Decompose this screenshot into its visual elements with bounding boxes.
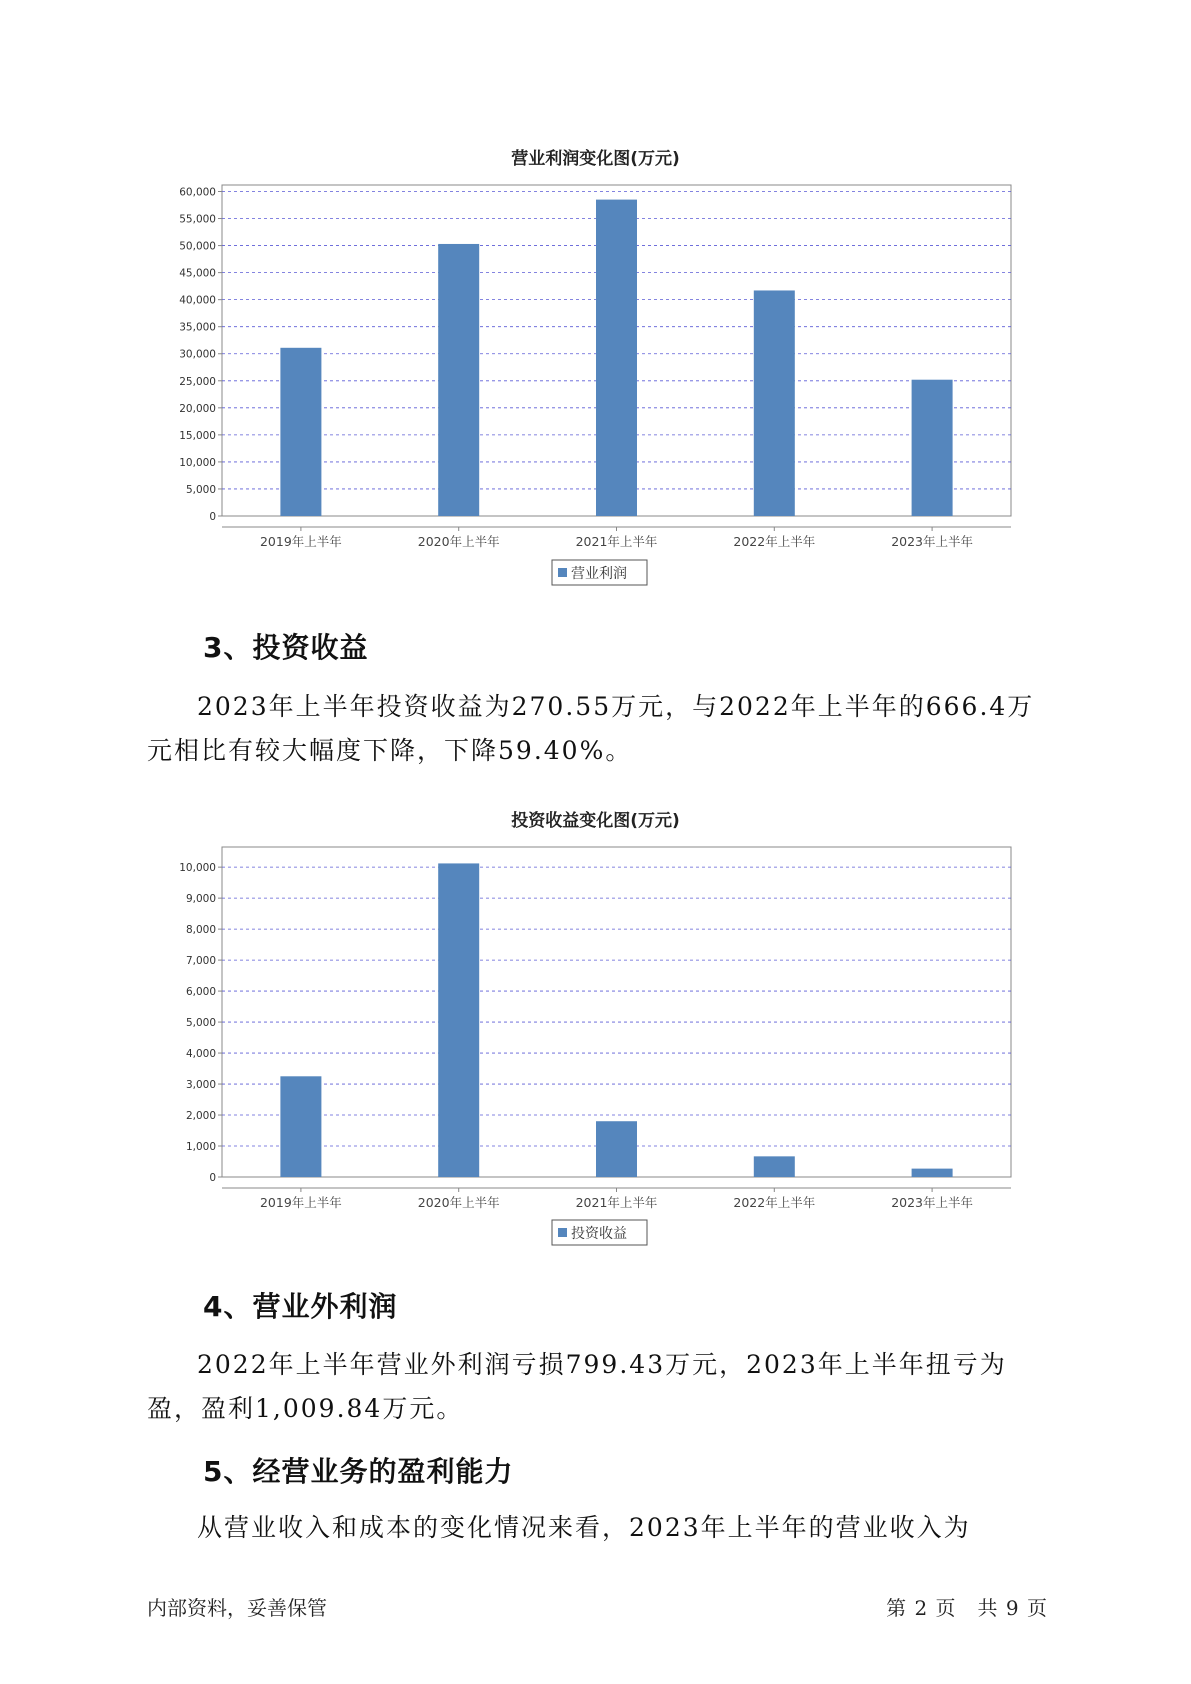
chart1-y-tick-label: 0: [209, 511, 216, 523]
chart2-y-tick-label: 0: [209, 1172, 216, 1184]
chart2-bar-5: [912, 1169, 953, 1177]
chart2-y-tick-label: 10,000: [179, 862, 216, 875]
chart2-y-tick-label: 4,000: [185, 1048, 216, 1061]
chart1-bar-1: [280, 348, 321, 516]
chart1-x-tick-label: 2022年上半年: [733, 534, 816, 549]
section-4-paragraph: 2022年上半年营业外利润亏损799.43万元，2023年上半年扭亏为盈，盈利1,009.84万元。: [147, 1350, 1007, 1423]
chart1-y-tick-label: 60,000: [179, 186, 216, 199]
chart1-title: 营业利润变化图(万元): [511, 149, 680, 169]
chart2-y-tick-label: 5,000: [185, 1017, 216, 1030]
chart1-legend-label: 营业利润: [571, 566, 627, 582]
chart2-bar-1: [280, 1076, 321, 1177]
section-3-heading: 3、投资收益: [203, 631, 369, 664]
chart1-bar-2: [438, 244, 479, 516]
chart1-x-tick-label: 2021年上半年: [575, 534, 658, 549]
chart2-x-tick-label: 2020年上半年: [417, 1195, 500, 1210]
chart2-bar-2: [438, 863, 479, 1177]
section-5-paragraph: 从营业收入和成本的变化情况来看，2023年上半年的营业收入为: [197, 1513, 971, 1542]
section-5-heading: 5、经营业务的盈利能力: [203, 1455, 514, 1488]
chart2-y-tick-label: 3,000: [185, 1079, 216, 1092]
footer-confidential-note: 内部资料，妥善保管: [147, 1596, 327, 1620]
chart2-legend-swatch: [558, 1228, 567, 1237]
chart2-title: 投资收益变化图(万元): [511, 811, 680, 831]
chart1-y-tick-label: 20,000: [179, 402, 216, 415]
chart2-y-tick-label: 9,000: [185, 893, 216, 906]
chart1-bar-4: [754, 290, 795, 516]
section-4-heading: 4、营业外利润: [203, 1290, 398, 1323]
chart1-x-tick-label: 2023年上半年: [891, 534, 974, 549]
chart1-y-tick-label: 55,000: [179, 213, 216, 226]
chart1-y-tick-label: 25,000: [179, 375, 216, 388]
chart2-y-tick-label: 8,000: [185, 924, 216, 937]
chart2-x-tick-label: 2021年上半年: [575, 1195, 658, 1210]
chart1-y-tick-label: 45,000: [179, 267, 216, 280]
chart2-y-tick-label: 7,000: [185, 955, 216, 968]
chart1-bar-3: [596, 200, 637, 516]
chart2-y-tick-label: 6,000: [185, 986, 216, 999]
chart1-y-tick-label: 40,000: [179, 294, 216, 307]
chart2-bar-4: [754, 1156, 795, 1177]
chart2-y-tick-label: 1,000: [185, 1141, 216, 1154]
chart1-y-tick-label: 35,000: [179, 321, 216, 334]
chart1-y-tick-label: 50,000: [179, 240, 216, 253]
footer-page-number: 第 2 页 共 9 页: [886, 1596, 1048, 1620]
investment-income-chart: [0, 822, 1191, 1252]
chart2-x-tick-label: 2023年上半年: [891, 1195, 974, 1210]
chart1-legend-swatch: [558, 568, 567, 577]
operating-profit-chart: [0, 160, 1191, 600]
chart1-x-tick-label: 2019年上半年: [259, 534, 342, 549]
chart2-y-tick-label: 2,000: [185, 1110, 216, 1123]
chart2-legend-label: 投资收益: [571, 1226, 627, 1242]
chart1-y-tick-label: 5,000: [185, 483, 216, 496]
chart1-y-tick-label: 10,000: [179, 456, 216, 469]
chart1-x-tick-label: 2020年上半年: [417, 534, 500, 549]
chart1-bar-5: [912, 380, 953, 516]
chart1-y-tick-label: 15,000: [179, 429, 216, 442]
chart2-bar-3: [596, 1121, 637, 1177]
chart2-x-tick-label: 2019年上半年: [259, 1195, 342, 1210]
section-3-paragraph: 2023年上半年投资收益为270.55万元，与2022年上半年的666.4万元相比有较大幅度下降，下降59.40%。: [147, 692, 1035, 765]
chart1-y-tick-label: 30,000: [179, 348, 216, 361]
chart2-x-tick-label: 2022年上半年: [733, 1195, 816, 1210]
